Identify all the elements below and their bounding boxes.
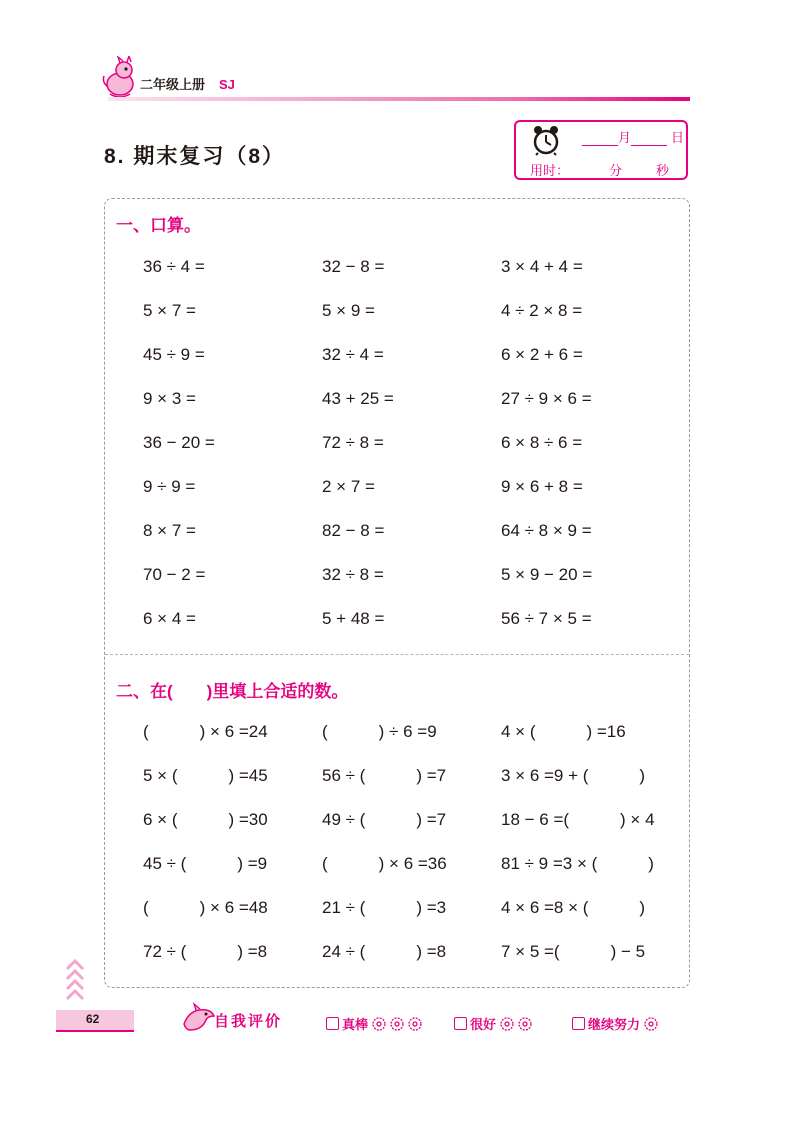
section2-title: 二、在( )里填上合适的数。 <box>116 682 349 701</box>
section1-problem: 32 − 8 = <box>322 257 385 276</box>
section2-problem: 6 × ( ) =30 <box>143 810 268 829</box>
dolphin-icon <box>180 1002 216 1036</box>
month-blank[interactable] <box>582 131 618 146</box>
section2-problem: ( ) × 6 =36 <box>322 854 447 873</box>
section1-title: 一、口算。 <box>116 216 201 235</box>
header-code: SJ <box>219 77 235 92</box>
flower-icon <box>499 1016 535 1032</box>
section1-problem: 27 ÷ 9 × 6 = <box>501 389 592 408</box>
section1-problem: 43 + 25 = <box>322 389 394 408</box>
section1-problem: 3 × 4 + 4 = <box>501 257 583 276</box>
rating-great[interactable]: 真棒 <box>326 1014 425 1033</box>
section1-problem: 6 × 4 = <box>143 609 196 628</box>
section2-problem: 56 ÷ ( ) =7 <box>322 766 447 785</box>
section1-problem: 2 × 7 = <box>322 477 375 496</box>
section2-problem: 24 ÷ ( ) =8 <box>322 942 447 961</box>
section1-problem: 9 ÷ 9 = <box>143 477 196 496</box>
rating-checkbox[interactable] <box>454 1017 467 1030</box>
section1-problem: 9 × 3 = <box>143 389 196 408</box>
section1-problem: 32 ÷ 8 = <box>322 565 384 584</box>
section2-problem: 4 × ( ) =16 <box>501 722 626 741</box>
rating-good[interactable]: 很好 <box>454 1014 535 1033</box>
flower-icon <box>371 1016 425 1032</box>
section2-problem: 18 − 6 =( ) × 4 <box>501 810 655 829</box>
section1-problem: 82 − 8 = <box>322 521 385 540</box>
section1-problem: 45 ÷ 9 = <box>143 345 205 364</box>
header-rule <box>108 97 690 101</box>
section2-problem: 49 ÷ ( ) =7 <box>322 810 447 829</box>
section1-problem: 5 × 9 = <box>322 301 375 320</box>
section2-problem: 3 × 6 =9 + ( ) <box>501 766 646 785</box>
section2-problem: 5 × ( ) =45 <box>143 766 268 785</box>
section1-problem: 6 × 8 ÷ 6 = <box>501 433 583 452</box>
page-title: 8. 期末复习（8） <box>104 145 286 168</box>
section2-problem: 7 × 5 =( ) − 5 <box>501 942 646 961</box>
section1-problem: 56 ÷ 7 × 5 = <box>501 609 592 628</box>
dragon-icon <box>100 56 140 100</box>
section-divider <box>105 654 689 655</box>
rating-keep-trying[interactable]: 继续努力 <box>572 1014 661 1033</box>
time-line: 用时： 分 秒 <box>530 163 670 178</box>
section1-problem: 5 × 7 = <box>143 301 196 320</box>
section2-problem: 4 × 6 =8 × ( ) <box>501 898 646 917</box>
rating-checkbox[interactable] <box>572 1017 585 1030</box>
section2-problem: ( ) × 6 =48 <box>143 898 268 917</box>
section1-problem: 4 ÷ 2 × 8 = <box>501 301 583 320</box>
page-rule <box>56 1030 134 1032</box>
flower-icon <box>643 1016 661 1032</box>
section1-problem: 70 − 2 = <box>143 565 206 584</box>
page-number: 62 <box>86 1012 100 1026</box>
rating-checkbox[interactable] <box>326 1017 339 1030</box>
section2-problem: 72 ÷ ( ) =8 <box>143 942 268 961</box>
day-blank[interactable] <box>631 131 667 146</box>
section1-problem: 9 × 6 + 8 = <box>501 477 583 496</box>
section1-problem: 64 ÷ 8 × 9 = <box>501 521 592 540</box>
section1-problem: 72 ÷ 8 = <box>322 433 384 452</box>
section2-problem: ( ) × 6 =24 <box>143 722 268 741</box>
alarm-clock-icon <box>530 124 562 156</box>
section2-problem: 81 ÷ 9 =3 × ( ) <box>501 854 654 873</box>
date-line: 月 日 <box>582 127 684 146</box>
section2-problem: ( ) ÷ 6 =9 <box>322 722 437 741</box>
section1-problem: 6 × 2 + 6 = <box>501 345 583 364</box>
self-eval-label: 自我评价 <box>214 1013 283 1030</box>
section1-problem: 32 ÷ 4 = <box>322 345 384 364</box>
minutes-blank[interactable] <box>569 164 609 179</box>
section2-problem: 21 ÷ ( ) =3 <box>322 898 447 917</box>
section2-problem: 45 ÷ ( ) =9 <box>143 854 268 873</box>
section1-problem: 8 × 7 = <box>143 521 196 540</box>
chevron-up-icon <box>64 957 86 1005</box>
section1-problem: 5 × 9 − 20 = <box>501 565 593 584</box>
seconds-blank[interactable] <box>622 164 656 179</box>
section1-problem: 36 − 20 = <box>143 433 215 452</box>
section1-problem: 5 + 48 = <box>322 609 385 628</box>
header-grade: 二年级上册 SJ <box>140 77 235 92</box>
section1-problem: 36 ÷ 4 = <box>143 257 205 276</box>
